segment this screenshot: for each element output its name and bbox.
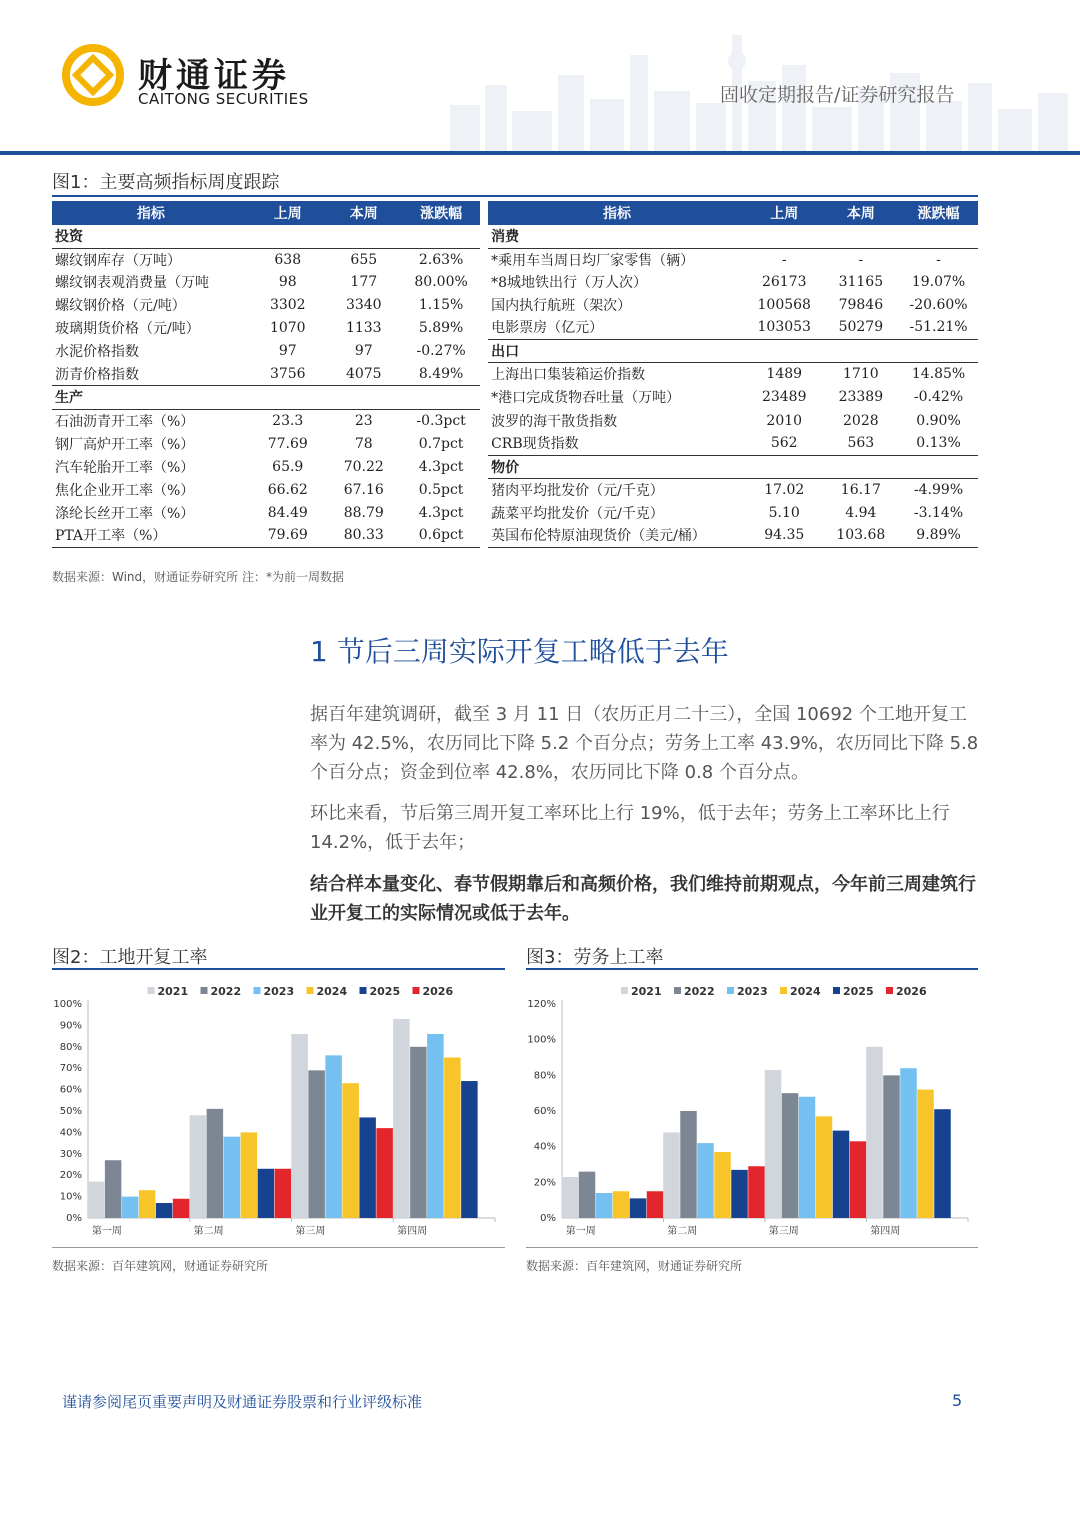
last-week-value: 26173 (761, 274, 807, 291)
y-tick-label: 30% (59, 1148, 82, 1160)
indicator-name: 石油沥青开工率（%） (55, 413, 195, 430)
indicator-name: 钢厂高炉开工率（%） (55, 436, 195, 453)
last-week-value: 638 (274, 251, 302, 268)
last-week-value: 3756 (250, 363, 326, 386)
indicator-name: 螺纹钢价格（元/吨） (55, 297, 186, 314)
paragraph-3: 结合样本量变化、春节假期靠后和高频价格，我们维持前期观点，今年前三周建筑行业开复工的实际情况或低于去年。 (310, 874, 976, 924)
change-value: -4.99% (913, 482, 964, 499)
bar-2021 (866, 1047, 883, 1218)
change-value: 9.89% (899, 524, 978, 547)
table-row (52, 339, 978, 363)
legend-label: 2021 (157, 985, 189, 998)
this-week-value: 1710 (843, 366, 879, 383)
section-heading: 1 节后三周实际开复工略低于去年 (310, 635, 729, 668)
legend-label: 2022 (210, 985, 242, 998)
bar-2022 (308, 1070, 325, 1218)
bar-2024 (342, 1083, 359, 1218)
bar-2026 (647, 1191, 664, 1218)
legend-swatch (307, 987, 314, 994)
bar-2022 (207, 1109, 224, 1218)
chart-site-resumption-rate (52, 978, 505, 1246)
legend-label: 2025 (369, 985, 401, 998)
col-gap (480, 225, 488, 248)
last-week-value: 77.69 (267, 435, 308, 452)
y-tick-label: 80% (533, 1070, 556, 1082)
fig3-title: 图3：劳务上工率 (526, 947, 664, 968)
this-week-value: 1133 (345, 319, 382, 336)
this-week-value: 80.33 (326, 524, 402, 547)
col-gap (480, 455, 488, 479)
report-type: 固收定期报告/证券研究报告 (720, 84, 955, 106)
legend-swatch (621, 987, 628, 994)
fig2-title-rule (52, 968, 505, 970)
change-value: -20.60% (909, 296, 968, 313)
table-row (52, 271, 978, 294)
legend-label: 2025 (843, 985, 874, 998)
chart-labor-attendance-rate (526, 978, 978, 1246)
legend-swatch (413, 987, 420, 994)
y-tick-label: 0% (540, 1213, 556, 1224)
y-tick-label: 10% (59, 1191, 82, 1203)
change-value: 1.15% (418, 296, 464, 313)
col-header-indicator: 指标 (488, 201, 746, 225)
col-gap (480, 316, 488, 339)
legend-label: 2023 (737, 985, 768, 998)
fig2-source: 数据来源：百年建筑网，财通证券研究所 (52, 1259, 269, 1273)
page-header (0, 0, 1080, 155)
last-week-value: 98 (278, 274, 297, 291)
fig3-title-rule (526, 968, 978, 970)
this-week-value: 79846 (838, 296, 884, 313)
indicator-name: 焦化企业开工率（%） (55, 483, 195, 499)
change-value: 14.85% (911, 366, 966, 383)
col-gap (480, 363, 488, 386)
bar-2025 (461, 1081, 478, 1218)
y-tick-label: 100% (53, 999, 82, 1010)
last-week-value: 23.3 (272, 412, 304, 429)
table-row (52, 432, 978, 455)
this-week-value: 563 (823, 432, 899, 455)
this-week-value: 31165 (838, 274, 884, 291)
bar-2026 (850, 1141, 867, 1218)
indicator-name: *乘用车当周日均厂家零售（辆） (491, 252, 695, 269)
this-week-value: 88.79 (343, 504, 384, 521)
table-row (52, 409, 978, 432)
col-gap (480, 479, 488, 502)
page-number: 5 (952, 1391, 963, 1410)
bar-2022 (105, 1160, 122, 1218)
fig1-source: 数据来源：Wind，财通证券研究所 注：*为前一周数据 (52, 570, 344, 584)
section-label: 物价 (488, 455, 978, 479)
bar-2021 (291, 1034, 308, 1218)
col-gap (480, 201, 488, 225)
bar-2024 (917, 1090, 934, 1218)
bar-2026 (173, 1199, 190, 1218)
table-row (52, 225, 978, 248)
this-week-value: 16.17 (840, 482, 881, 499)
bar-2021 (765, 1070, 782, 1218)
legend-label: 2023 (263, 985, 295, 998)
legend-label: 2026 (896, 985, 927, 998)
change-value: -3.14% (913, 504, 964, 521)
last-week-value: 66.62 (267, 482, 308, 498)
col-header-this-week: 本周 (326, 201, 402, 225)
x-tick-label: 第四周 (870, 1226, 901, 1237)
legend-swatch (727, 987, 734, 994)
last-week-value: 562 (746, 432, 823, 455)
legend-swatch (148, 987, 155, 994)
bar-2022 (410, 1047, 427, 1218)
indicator-table (52, 201, 978, 548)
last-week-value: 103053 (746, 316, 823, 339)
legend-label: 2021 (631, 985, 662, 998)
indicator-name: 沥青价格指数 (52, 363, 250, 386)
last-week-value: 97 (278, 342, 297, 359)
last-week-value: 23489 (761, 389, 807, 406)
legend-swatch (833, 987, 840, 994)
bar-2021 (190, 1115, 207, 1218)
this-week-value: 50279 (823, 316, 899, 339)
section-label: 消费 (488, 225, 978, 248)
fig3-bottom-rule (526, 1247, 978, 1248)
table-header-row (52, 201, 978, 225)
change-value: 0.6pct (402, 524, 481, 547)
fig2-title: 图2：工地开复工率 (52, 947, 208, 968)
this-week-value: 2028 (843, 412, 879, 429)
fig3-source: 数据来源：百年建筑网，财通证券研究所 (526, 1259, 743, 1273)
change-value: -0.42% (913, 389, 964, 406)
brand-name-en: CAITONG SECURITIES (138, 90, 309, 108)
change-value: 0.5pct (418, 482, 464, 498)
indicator-name: 电影票房（亿元） (488, 316, 746, 339)
col-gap (480, 271, 488, 294)
this-week-value: 4.94 (845, 504, 877, 521)
x-tick-label: 第一周 (91, 1226, 122, 1237)
indicator-name: 玻璃期货价格（元/吨） (55, 320, 200, 337)
x-tick-label: 第三周 (295, 1226, 326, 1237)
indicator-name: 国内执行航班（架次） (491, 297, 632, 314)
last-week-value: 65.9 (272, 458, 304, 475)
y-tick-label: 40% (59, 1127, 82, 1139)
this-week-value: 78 (354, 435, 373, 452)
change-value: -0.3pct (416, 412, 466, 429)
change-value: 4.3pct (418, 504, 464, 521)
change-value: -51.21% (899, 316, 978, 339)
indicator-name: 水泥价格指数 (55, 343, 139, 360)
bar-2021 (88, 1182, 105, 1218)
bar-2023 (427, 1034, 444, 1218)
change-value: 19.07% (911, 274, 966, 291)
bar-2023 (224, 1137, 241, 1218)
last-week-value: 94.35 (746, 524, 823, 547)
last-week-value: 1070 (269, 319, 306, 336)
bar-2021 (393, 1019, 410, 1218)
col-gap (480, 524, 488, 547)
y-tick-label: 0% (66, 1213, 82, 1224)
indicator-name: 蔬菜平均批发价（元/千克） (491, 505, 664, 522)
fig2-bottom-rule (52, 1247, 505, 1248)
this-week-value: 177 (350, 274, 378, 291)
this-week-value: 70.22 (343, 458, 384, 475)
col-header-change: 涨跌幅 (402, 201, 481, 225)
this-week-value: 23389 (838, 389, 884, 406)
change-value: 5.89% (418, 319, 464, 336)
change-value: 80.00% (414, 274, 468, 291)
bar-2022 (680, 1111, 697, 1218)
bar-2024 (613, 1191, 630, 1218)
last-week-value: 2010 (766, 412, 803, 429)
this-week-value: 23 (354, 412, 373, 429)
legend-label: 2024 (316, 985, 348, 998)
bar-2026 (748, 1166, 765, 1218)
col-gap (480, 339, 488, 363)
section-label: 投资 (52, 225, 480, 248)
col-gap (480, 432, 488, 455)
change-value: 4.3pct (418, 458, 464, 475)
bar-2025 (359, 1117, 376, 1218)
x-tick-label: 第一周 (565, 1226, 596, 1237)
y-tick-label: 120% (527, 999, 556, 1010)
bar-2025 (833, 1131, 850, 1218)
col-gap (480, 502, 488, 525)
y-tick-label: 100% (527, 1034, 556, 1046)
bar-2025 (156, 1203, 173, 1218)
indicator-name: 螺纹钢库存（万吨） (55, 252, 181, 269)
bar-2021 (663, 1132, 680, 1218)
paragraph-1: 据百年建筑调研，截至 3 月 11 日（农历正月二十三），全国 10692 个工地开复工率为 42.5%，农历同比下降 5.2 个百分点；劳务上工率 43.9%，农历同比下降 5.8 个百分点；资金到位率 42.8%，农历同比下降 0.8 个百分点。 (310, 704, 979, 783)
table-row (52, 455, 978, 479)
y-tick-label: 50% (59, 1106, 82, 1117)
indicator-name: 汽车轮胎开工率（%） (55, 459, 195, 476)
x-tick-label: 第三周 (768, 1226, 799, 1237)
legend-swatch (254, 987, 261, 994)
last-week-value: - (781, 251, 787, 268)
fig1-title-rule (52, 195, 978, 197)
brand-name-cn: 财通证券 (138, 56, 290, 96)
table-row (52, 479, 978, 502)
x-tick-label: 第二周 (193, 1226, 224, 1237)
indicator-name: 英国布伦特原油现货价（美元/桶） (488, 524, 746, 547)
change-value: -0.27% (416, 342, 466, 359)
bar-2026 (376, 1128, 393, 1218)
col-header-last-week: 上周 (250, 201, 326, 225)
bar-2022 (782, 1093, 799, 1218)
y-tick-label: 80% (59, 1041, 82, 1053)
bar-2024 (444, 1058, 461, 1219)
legend-swatch (886, 987, 893, 994)
last-week-value: 84.49 (267, 504, 308, 521)
bar-2024 (241, 1132, 258, 1218)
this-week-value: 103.68 (823, 524, 899, 547)
caitong-logo-icon (62, 44, 124, 106)
table-row (52, 502, 978, 525)
col-gap (480, 386, 488, 410)
change-value: 0.7pct (418, 435, 464, 452)
table-row (52, 248, 978, 271)
legend-swatch (780, 987, 787, 994)
section-label: 生产 (52, 386, 480, 410)
disclaimer-note: 谨请参阅尾页重要声明及财通证券股票和行业评级标准 (62, 1393, 423, 1411)
fig1-title: 图1：主要高频指标周度跟踪 (52, 172, 280, 193)
x-tick-label: 第二周 (667, 1226, 698, 1237)
table-row (52, 294, 978, 317)
indicator-name: 涤纶长丝开工率（%） (55, 505, 195, 522)
y-tick-label: 20% (533, 1177, 556, 1189)
bar-2021 (562, 1177, 579, 1218)
last-week-value: 5.10 (768, 504, 800, 521)
y-tick-label: 70% (59, 1063, 82, 1075)
indicator-name: 波罗的海干散货指数 (491, 413, 618, 430)
legend-swatch (674, 987, 681, 994)
legend-swatch (360, 987, 367, 994)
table-row (52, 524, 978, 547)
indicator-name: 上海出口集装箱运价指数 (491, 367, 646, 384)
bar-2023 (325, 1055, 342, 1218)
table-row (52, 316, 978, 339)
y-tick-label: 60% (59, 1084, 82, 1096)
table-row (52, 363, 978, 386)
section-label: 出口 (488, 339, 978, 363)
this-week-value: - (858, 251, 864, 268)
indicator-name: 螺纹钢表观消费量（万吨 (55, 275, 209, 292)
indicator-name: CRB现货指数 (488, 432, 746, 455)
y-tick-label: 90% (59, 1020, 82, 1032)
indicator-name: *港口完成货物吞吐量（万吨） (491, 390, 681, 407)
bar-2023 (122, 1197, 139, 1218)
y-tick-label: 20% (59, 1170, 82, 1182)
change-value: 2.63% (418, 251, 464, 268)
x-tick-label: 第四周 (397, 1226, 428, 1237)
col-header-indicator: 指标 (52, 201, 250, 225)
bar-2022 (579, 1172, 596, 1218)
bar-2024 (714, 1152, 731, 1218)
bar-2023 (596, 1193, 613, 1218)
last-week-value: 3302 (269, 296, 306, 313)
this-week-value: 97 (354, 342, 373, 359)
bar-2025 (258, 1169, 275, 1218)
bar-2025 (731, 1170, 748, 1218)
col-gap (480, 248, 488, 271)
change-value: 0.90% (916, 412, 961, 429)
col-header-last-week: 上周 (746, 201, 823, 225)
legend-swatch (201, 987, 208, 994)
indicator-name: *8城地铁出行（万人次） (491, 275, 647, 292)
change-value: 8.49% (402, 363, 481, 386)
last-week-value: 100568 (757, 296, 811, 313)
col-gap (480, 409, 488, 432)
col-gap (480, 294, 488, 317)
bar-2026 (275, 1169, 292, 1218)
last-week-value: 1489 (766, 366, 803, 383)
last-week-value: 17.02 (764, 482, 805, 499)
legend-label: 2022 (684, 985, 715, 998)
paragraph-2: 环比来看，节后第三周开复工率环比上行 19%，低于去年；劳务上工率环比上行 14.2%，低于去年； (310, 803, 950, 853)
legend-label: 2024 (790, 985, 821, 998)
bar-2025 (630, 1198, 647, 1218)
last-week-value: 79.69 (250, 524, 326, 547)
col-header-this-week: 本周 (823, 201, 899, 225)
this-week-value: 4075 (326, 363, 402, 386)
indicator-table-wrap (52, 201, 978, 548)
bar-2025 (934, 1109, 951, 1218)
table-row (52, 386, 978, 410)
bar-2023 (799, 1097, 816, 1218)
this-week-value: 655 (350, 251, 378, 268)
bar-2024 (816, 1116, 833, 1218)
bar-2023 (697, 1143, 714, 1218)
this-week-value: 67.16 (343, 482, 384, 498)
bar-2024 (139, 1190, 156, 1218)
change-value: - (936, 251, 941, 268)
col-header-change: 涨跌幅 (899, 201, 978, 225)
bar-2022 (883, 1075, 900, 1218)
y-tick-label: 60% (533, 1106, 556, 1117)
indicator-name: 猪肉平均批发价（元/千克） (491, 483, 664, 500)
indicator-name: PTA开工率（%） (52, 524, 250, 547)
legend-label: 2026 (422, 985, 454, 998)
header-divider (0, 151, 1080, 155)
this-week-value: 3340 (345, 296, 382, 313)
change-value: 0.13% (899, 432, 978, 455)
bar-2023 (900, 1068, 917, 1218)
y-tick-label: 40% (533, 1141, 556, 1153)
